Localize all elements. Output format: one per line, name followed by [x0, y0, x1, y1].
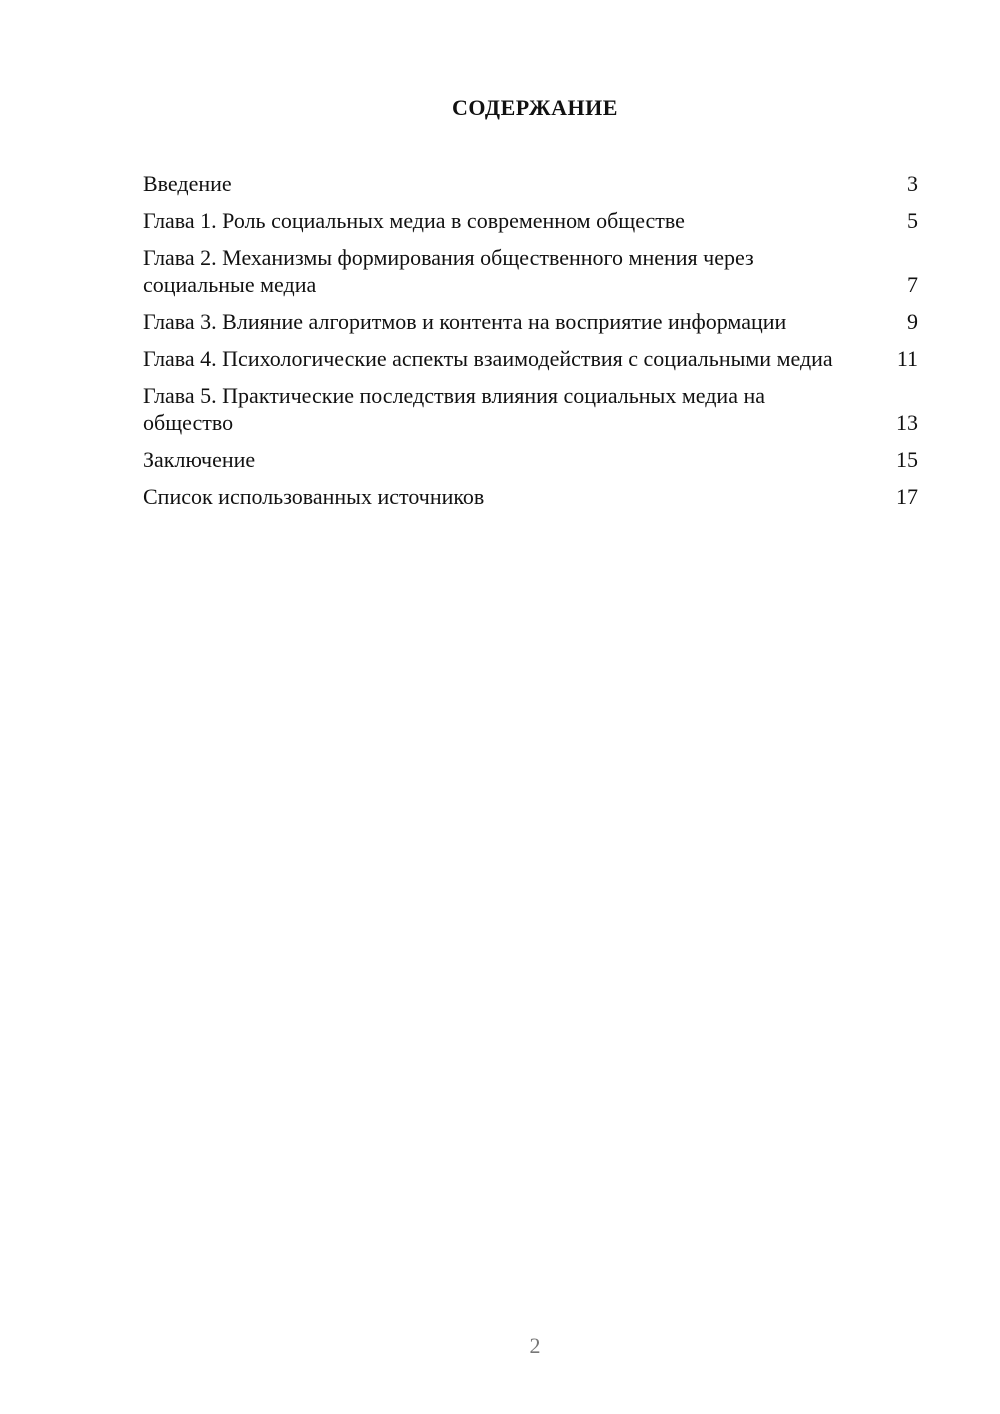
toc-entry-page: 11	[896, 346, 918, 371]
page-title: СОДЕРЖАНИЕ	[452, 95, 618, 120]
toc-entry-chapter-1	[143, 207, 918, 234]
toc-entry-page: 15	[896, 447, 918, 472]
toc-entry-chapter-3	[143, 308, 918, 335]
toc-entry-chapter-5	[143, 382, 918, 436]
toc-entry-text: Глава 1. Роль социальных медиа в современном обществе	[143, 208, 685, 233]
toc-entry-conclusion	[143, 446, 918, 473]
toc-entry-text: Введение	[143, 171, 232, 196]
page-number: 2	[529, 1333, 541, 1358]
table-of-contents	[143, 170, 918, 520]
toc-entry-chapter-2	[143, 244, 918, 298]
toc-entry-text: Глава 2. Механизмы формирования общественного мнения через социальные медиа	[143, 245, 754, 297]
toc-entry-page: 5	[907, 208, 918, 233]
toc-entry-page: 7	[907, 272, 918, 297]
toc-entry-page: 9	[907, 309, 918, 334]
toc-entry-references	[143, 483, 918, 510]
toc-entry-page: 3	[907, 171, 918, 196]
toc-entry-text: Глава 3. Влияние алгоритмов и контента на восприятие информации	[143, 309, 787, 334]
toc-entry-chapter-4	[143, 345, 918, 372]
toc-entry-text: Список использованных источников	[143, 484, 485, 509]
toc-entry-page: 17	[896, 484, 918, 509]
toc-entry-introduction	[143, 170, 918, 197]
toc-entry-text: Заключение	[143, 447, 256, 472]
toc-entry-text: Глава 5. Практические последствия влияния социальных медиа на общество	[143, 383, 766, 435]
toc-entry-page: 13	[896, 410, 918, 435]
toc-entry-text: Глава 4. Психологические аспекты взаимодействия с социальными медиа	[143, 346, 833, 371]
